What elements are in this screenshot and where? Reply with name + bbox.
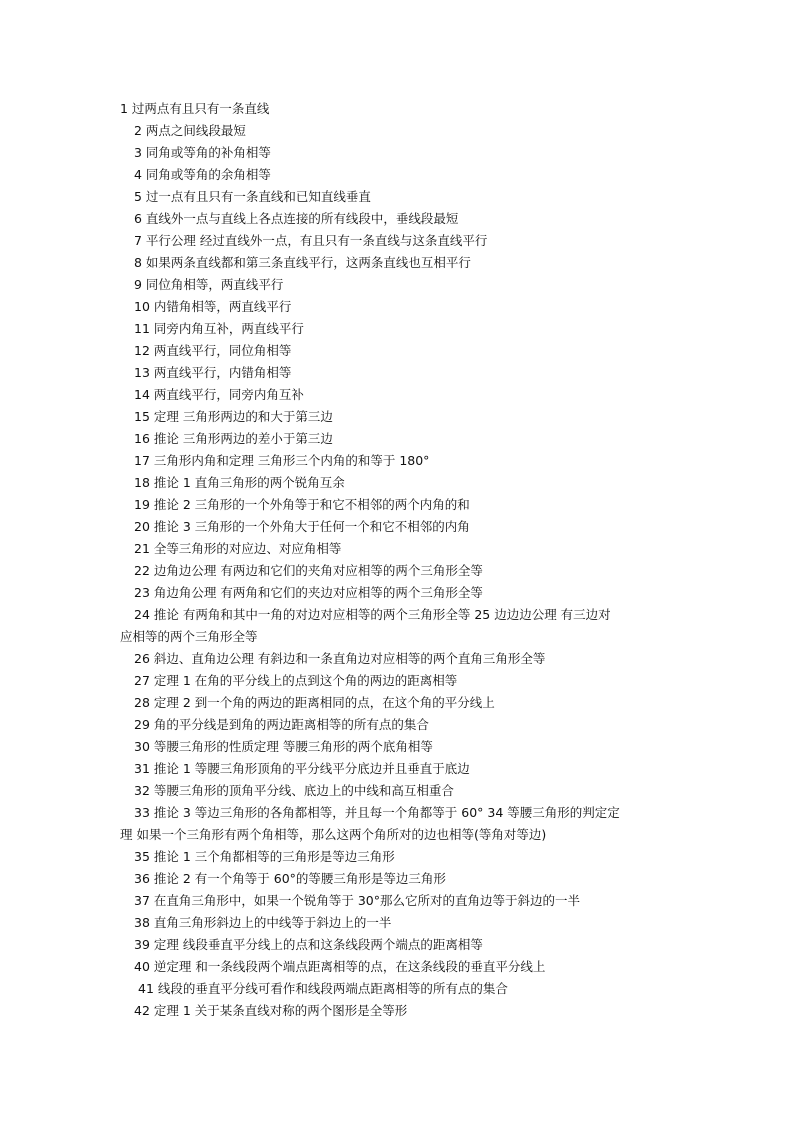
theorem-line-13: 13 两直线平行，内错角相等 [134,365,292,380]
theorem-line-20: 20 推论 3 三角形的一个外角大于任何一个和它不相邻的内角 [134,519,470,534]
theorem-line-39: 39 定理 线段垂直平分线上的点和这条线段两个端点的距离相等 [134,937,483,952]
theorem-line-24-25: 24 推论 有两角和其中一角的对边对应相等的两个三角形全等 25 边边边公理 有三边对 [134,607,611,622]
theorem-line-3: 3 同角或等角的补角相等 [134,145,271,160]
theorem-line-7: 7 平行公理 经过直线外一点，有且只有一条直线与这条直线平行 [134,233,488,248]
theorem-line-27: 27 定理 1 在角的平分线上的点到这个角的两边的距离相等 [134,673,458,688]
theorem-line-42: 42 定理 1 关于某条直线对称的两个图形是全等形 [134,1003,408,1018]
theorem-line-5: 5 过一点有且只有一条直线和已知直线垂直 [134,189,371,204]
theorem-line-35: 35 推论 1 三个角都相等的三角形是等边三角形 [134,849,395,864]
theorem-line-41: 41 线段的垂直平分线可看作和线段两端点距离相等的所有点的集合 [138,981,508,996]
theorem-line-29: 29 角的平分线是到角的两边距离相等的所有点的集合 [134,717,429,732]
theorem-line-21: 21 全等三角形的对应边、对应角相等 [134,541,342,556]
theorem-line-36: 36 推论 2 有一个角等于 60°的等腰三角形是等边三角形 [134,871,446,886]
theorem-line-4: 4 同角或等角的余角相等 [134,167,271,182]
theorem-line-32: 32 等腰三角形的顶角平分线、底边上的中线和高互相重合 [134,783,454,798]
theorem-line-28: 28 定理 2 到一个角的两边的距离相同的点，在这个角的平分线上 [134,695,495,710]
theorem-line-2: 2 两点之间线段最短 [134,123,246,138]
theorem-line-25-cont: 应相等的两个三角形全等 [120,629,258,644]
theorem-line-17: 17 三角形内角和定理 三角形三个内角的和等于 180° [134,453,430,468]
theorem-line-26: 26 斜边、直角边公理 有斜边和一条直角边对应相等的两个直角三角形全等 [134,651,546,666]
theorem-line-1: 1 过两点有且只有一条直线 [120,101,270,116]
theorem-line-19: 19 推论 2 三角形的一个外角等于和它不相邻的两个内角的和 [134,497,470,512]
theorem-line-6: 6 直线外一点与直线上各点连接的所有线段中，垂线段最短 [134,211,459,226]
theorem-line-38: 38 直角三角形斜边上的中线等于斜边上的一半 [134,915,392,930]
theorem-line-30: 30 等腰三角形的性质定理 等腰三角形的两个底角相等 [134,739,433,754]
theorem-line-34-cont: 理 如果一个三角形有两个角相等，那么这两个角所对的边也相等(等角对等边) [120,827,547,842]
theorem-line-16: 16 推论 三角形两边的差小于第三边 [134,431,333,446]
theorem-line-8: 8 如果两条直线都和第三条直线平行，这两条直线也互相平行 [134,255,471,270]
theorem-line-11: 11 同旁内角互补，两直线平行 [134,321,304,336]
theorem-line-18: 18 推论 1 直角三角形的两个锐角互余 [134,475,345,490]
theorem-line-37: 37 在直角三角形中，如果一个锐角等于 30°那么它所对的直角边等于斜边的一半 [134,893,581,908]
theorem-line-40: 40 逆定理 和一条线段两个端点距离相等的点，在这条线段的垂直平分线上 [134,959,546,974]
theorem-line-31: 31 推论 1 等腰三角形顶角的平分线平分底边并且垂直于底边 [134,761,470,776]
theorem-line-15: 15 定理 三角形两边的和大于第三边 [134,409,333,424]
theorem-line-14: 14 两直线平行，同旁内角互补 [134,387,304,402]
theorem-line-33-34: 33 推论 3 等边三角形的各角都相等，并且每一个角都等于 60° 34 等腰三角形的判定定 [134,805,620,820]
theorem-line-23: 23 角边角公理 有两角和它们的夹边对应相等的两个三角形全等 [134,585,483,600]
theorem-line-9: 9 同位角相等，两直线平行 [134,277,284,292]
theorem-line-10: 10 内错角相等，两直线平行 [134,299,292,314]
theorem-line-12: 12 两直线平行，同位角相等 [134,343,292,358]
theorem-line-22: 22 边角边公理 有两边和它们的夹角对应相等的两个三角形全等 [134,563,483,578]
